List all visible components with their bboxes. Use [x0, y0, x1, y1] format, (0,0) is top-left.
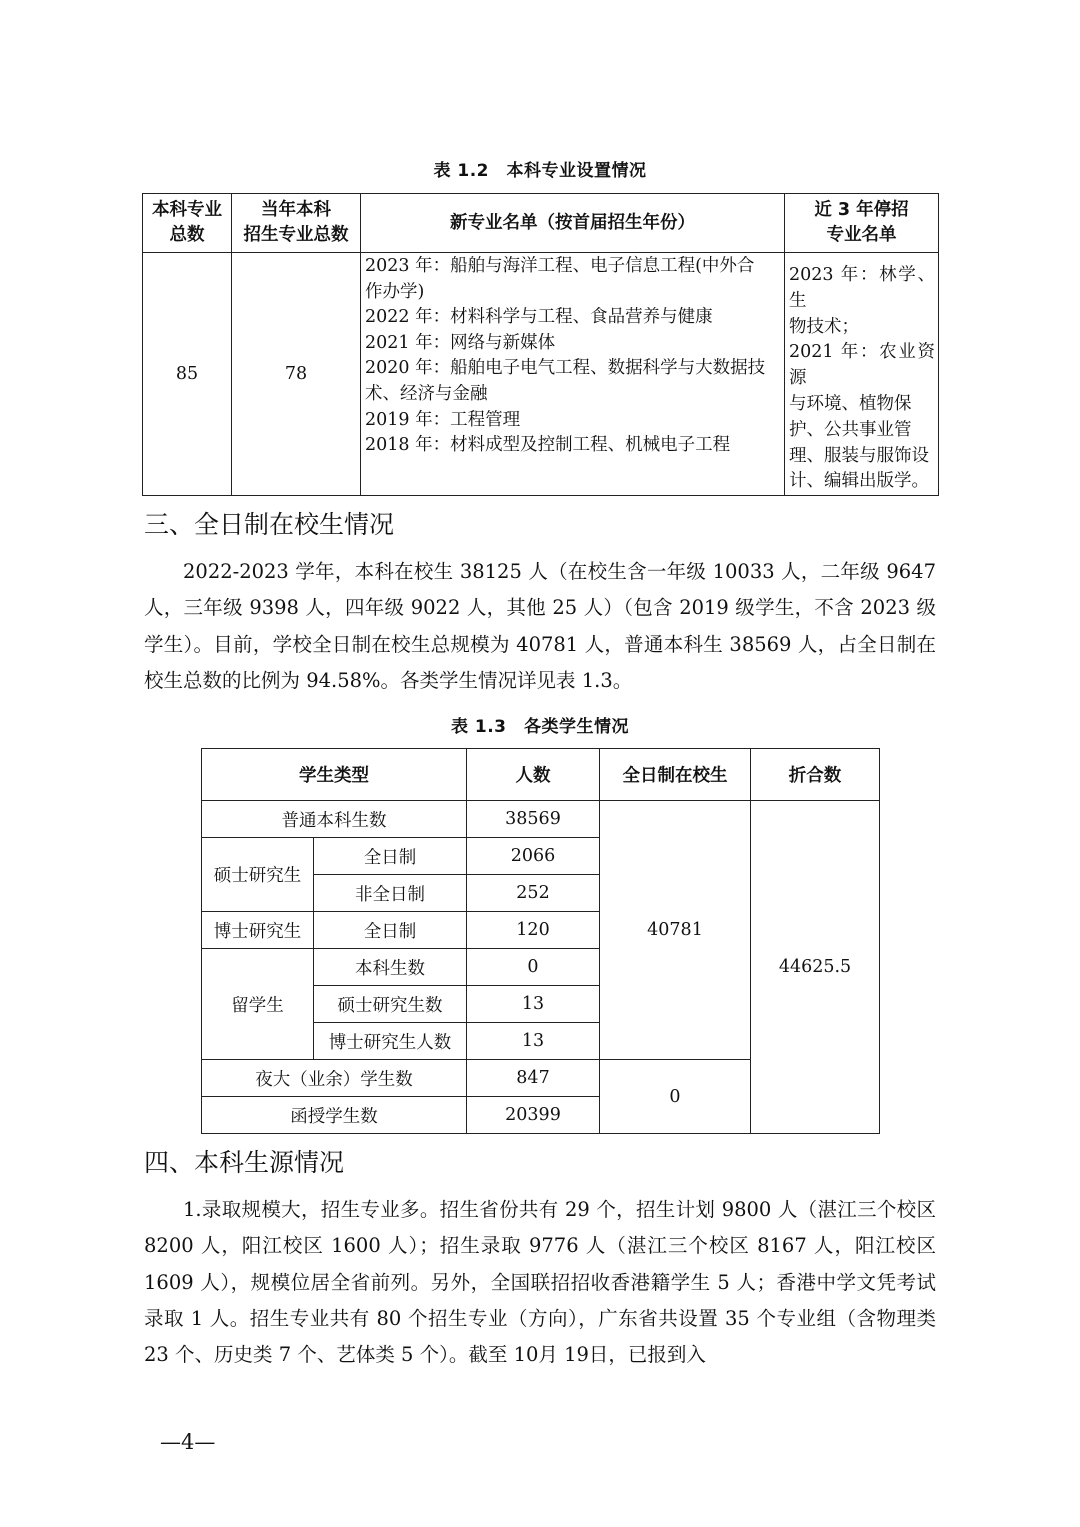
count-phd-ft: 120 [467, 912, 600, 949]
list-item: 2020 年：船舶电子电气工程、数据科学与大数据技 [365, 358, 766, 379]
paragraph-text: 1.录取规模大，招生专业多。招生省份共有 29 个，招生计划 9800 人（湛江三个校区 8200 人，阳江校区 1600 人）；招生录取 9776 人（湛江三个校区 8167 人，阳江校区 1609 人），规模位居全省前列。另外，全国联招招收香港籍学生 5 人；香港中学文凭考试录取 1 人。招生专业共有 80 个招生专业（方向），广东省共设置 35 个专业组（含物理类 23 个、历史类 7 个、艺体类 5 个）。截至 10月 19日，已报到入 [144, 1198, 936, 1367]
header-new-majors: 新专业名单（按首届招生年份） [361, 194, 785, 253]
count-master-ft: 2066 [467, 838, 600, 875]
list-item: 2018 年：材料成型及控制工程、机械电子工程 [365, 435, 731, 456]
section-heading-fulltime-students: 三、全日制在校生情况 [144, 510, 395, 539]
list-item: 2023 年：林学、生 [789, 265, 935, 311]
count-intl-phd: 13 [467, 1023, 600, 1060]
group-label-intl: 留学生 [202, 949, 314, 1060]
list-item: 2019 年：工程管理 [365, 409, 521, 430]
enrolling-majors-value: 78 [232, 253, 361, 496]
count-undergrad: 38569 [467, 801, 600, 838]
list-item: 2022 年：材料科学与工程、食品营养与健康 [365, 307, 713, 328]
table-header-row [143, 194, 939, 253]
group-label-phd: 博士研究生 [202, 912, 314, 949]
header-fulltime: 全日制在校生 [600, 749, 751, 801]
list-item: 作办学) [365, 281, 425, 302]
total-majors-value: 85 [143, 253, 232, 496]
table-row [143, 253, 939, 496]
stopped-majors-list [785, 253, 939, 496]
list-item: 2021 年：农业资源 [789, 342, 935, 389]
list-item: 术、经济与金融 [365, 383, 488, 404]
header-enrolling-majors: 当年本科 招生专业总数 [232, 194, 361, 253]
count-correspondence: 20399 [467, 1097, 600, 1134]
list-item: 2023 年：船舶与海洋工程、电子信息工程(中外合 [365, 256, 755, 276]
count-intl-ug: 0 [467, 949, 600, 986]
fulltime-other: 0 [600, 1060, 751, 1134]
header-equivalent: 折合数 [751, 749, 880, 801]
list-item: 护、公共事业管 [789, 419, 912, 440]
equivalent-total: 44625.5 [751, 801, 880, 1134]
row-label-intl-master: 硕士研究生数 [314, 986, 467, 1023]
count-intl-master: 13 [467, 986, 600, 1023]
list-item: 计、编辑出版学。 [789, 471, 929, 492]
row-label-master-ft: 全日制 [314, 838, 467, 875]
row-label-intl-phd: 博士研究生人数 [314, 1023, 467, 1060]
row-label-master-pt: 非全日制 [314, 875, 467, 912]
row-label-night: 夜大（业余）学生数 [202, 1060, 467, 1097]
list-item: 与环境、植物保 [789, 393, 912, 414]
new-majors-list [361, 253, 785, 496]
list-item: 2021 年：网络与新媒体 [365, 332, 556, 353]
table-1-3-caption: 表 1.3 各类学生情况 [450, 717, 630, 737]
table-1-2-majors [142, 193, 939, 496]
section-4-paragraph [144, 1192, 936, 1373]
section-3-paragraph [144, 554, 936, 699]
header-student-type: 学生类型 [202, 749, 467, 801]
row-label-correspondence: 函授学生数 [202, 1097, 467, 1134]
section-heading-student-sources: 四、本科生源情况 [144, 1148, 345, 1177]
header-stopped-majors: 近 3 年停招 专业名单 [785, 194, 939, 253]
fulltime-total: 40781 [600, 801, 751, 1060]
count-night: 847 [467, 1060, 600, 1097]
group-label-master: 硕士研究生 [202, 838, 314, 912]
paragraph-text: 2022-2023 学年，本科在校生 38125 人（在校生含一年级 10033 人，二年级 9647 人，三年级 9398 人，四年级 9022 人，其他 25 人）（包含 2019 级学生，不含 2023 级学生）。目前，学校全日制在校生总规模为 40781 人，普通本科生 38569 人，占全日制在校生总数的比例为 94.58%。各类学生情况详见表 1.3。 [144, 560, 936, 692]
row-label-undergrad: 普通本科生数 [202, 801, 467, 838]
header-total-majors: 本科专业 总数 [143, 194, 232, 253]
count-master-pt: 252 [467, 875, 600, 912]
table-header-row [202, 749, 880, 801]
table-row [202, 801, 880, 838]
list-item: 物技术； [789, 316, 859, 337]
row-label-phd-ft: 全日制 [314, 912, 467, 949]
row-label-intl-ug: 本科生数 [314, 949, 467, 986]
header-count: 人数 [467, 749, 600, 801]
table-1-2-caption: 表 1.2 本科专业设置情况 [433, 161, 647, 181]
page-number: —4— [160, 1430, 216, 1454]
list-item: 理、服装与服饰设 [789, 445, 929, 466]
table-1-3-student-types [201, 748, 880, 1134]
